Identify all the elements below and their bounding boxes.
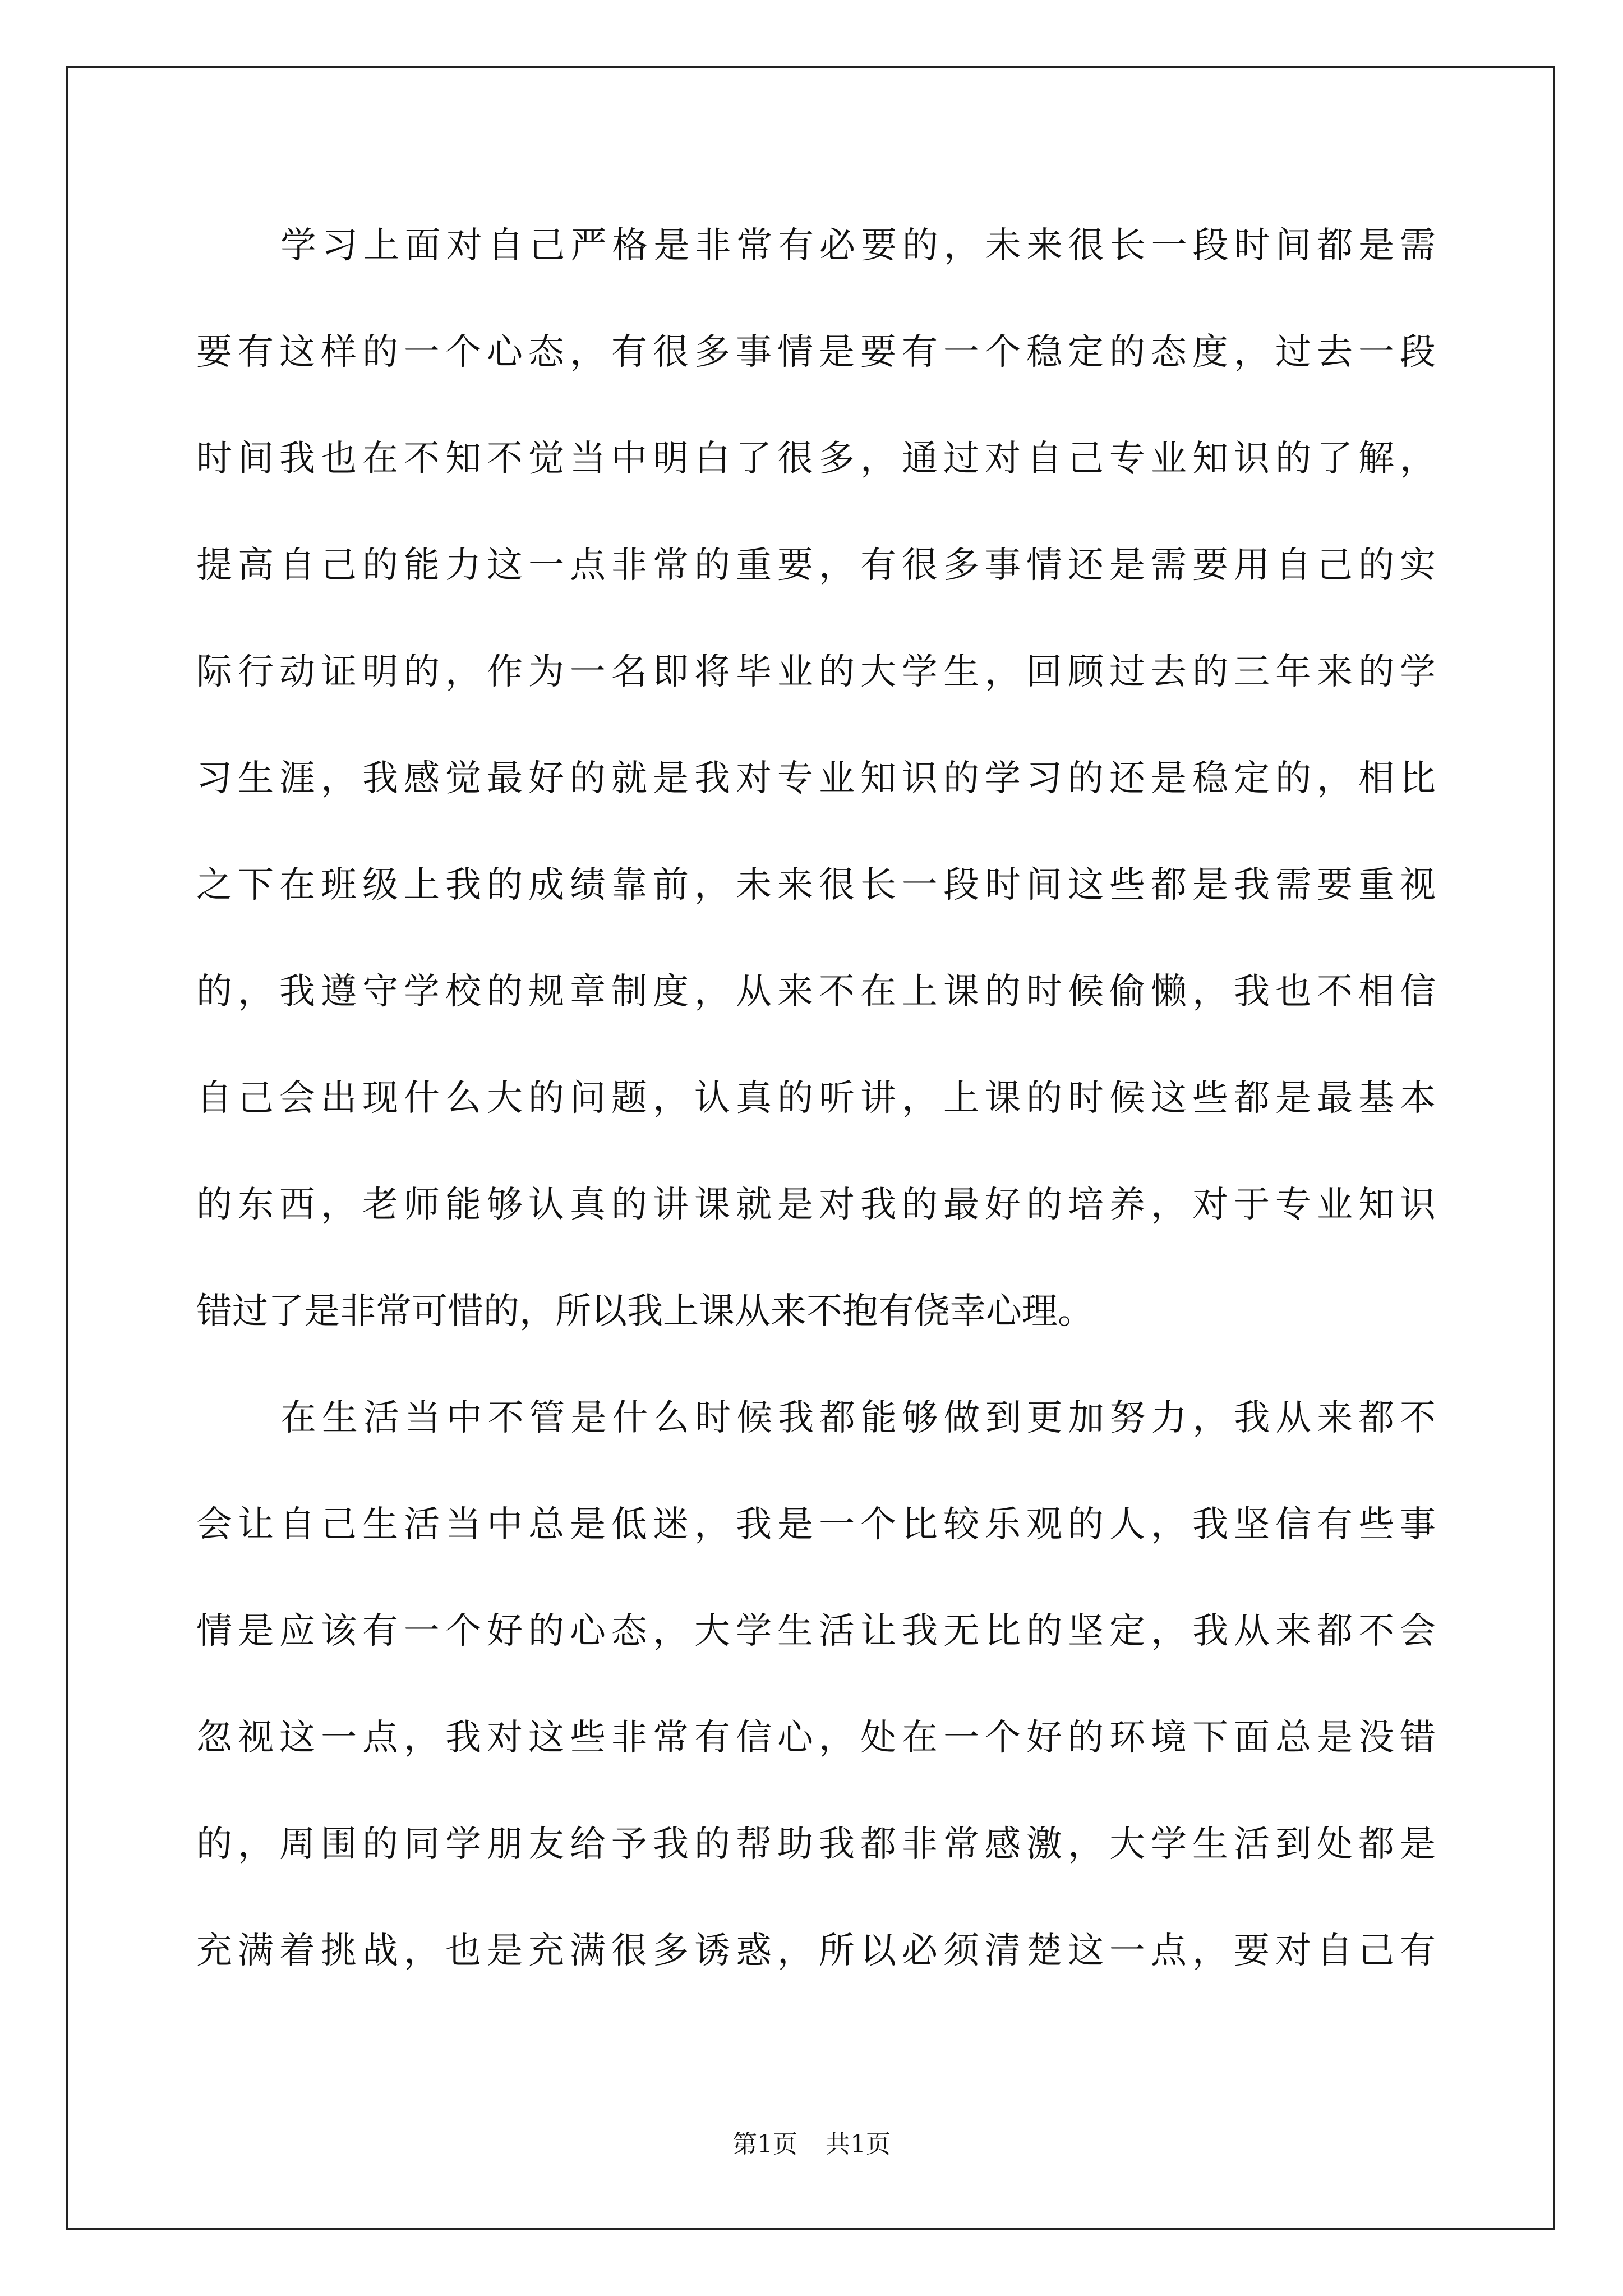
paragraph-2-line-5: 的，周围的同学朋友给予我的帮助我都非常感激，大学生活到处都是 <box>196 1824 1436 1865</box>
page-total: 共1页 <box>826 2130 891 2159</box>
paragraph-1-line-2: 要有这样的一个心态，有很多事情是要有一个稳定的态度，过去一段 <box>196 332 1436 373</box>
paragraph-2-line-3: 情是应该有一个好的心态，大学生活让我无比的坚定，我从来都不会 <box>196 1611 1436 1652</box>
paragraph-2-line-2: 会让自己生活当中总是低迷，我是一个比较乐观的人，我坚信有些事 <box>196 1504 1436 1545</box>
paragraph-2-line-1: 在生活当中不管是什么时候我都能够做到更加努力，我从来都不 <box>280 1397 1436 1439</box>
paragraph-1-line-4: 提高自己的能力这一点非常的重要，有很多事情还是需要用自己的实 <box>196 545 1436 586</box>
paragraph-1-line-11: 错过了是非常可惜的，所以我上课从来不抱有侥幸心理。 <box>196 1291 1094 1332</box>
paragraph-1-line-7: 之下在班级上我的成绩靠前，未来很长一段时间这些都是我需要重视 <box>196 864 1436 906</box>
paragraph-1-line-6: 习生涯，我感觉最好的就是我对专业知识的学习的还是稳定的，相比 <box>196 758 1436 799</box>
paragraph-1-line-8: 的，我遵守学校的规章制度，从来不在上课的时候偷懒，我也不相信 <box>196 971 1436 1013</box>
page-border <box>66 66 1555 2230</box>
page-footer <box>0 2129 1623 2160</box>
paragraph-1-line-10: 的东西，老师能够认真的讲课就是对我的最好的培养，对于专业知识 <box>196 1184 1436 1226</box>
paragraph-1-line-3: 时间我也在不知不觉当中明白了很多，通过对自己专业知识的了解， <box>196 438 1436 480</box>
paragraph-1-line-5: 际行动证明的，作为一名即将毕业的大学生，回顾过去的三年来的学 <box>196 651 1436 693</box>
paragraph-1-line-1: 学习上面对自己严格是非常有必要的，未来很长一段时间都是需 <box>280 225 1436 266</box>
paragraph-2-line-6: 充满着挑战，也是充满很多诱惑，所以必须清楚这一点，要对自己有 <box>196 1930 1436 1972</box>
paragraph-2-line-4: 忽视这一点，我对这些非常有信心，处在一个好的环境下面总是没错 <box>196 1717 1436 1759</box>
page-number: 第1页 <box>732 2130 797 2159</box>
paragraph-1-line-9: 自己会出现什么大的问题，认真的听讲，上课的时候这些都是最基本 <box>196 1078 1436 1119</box>
